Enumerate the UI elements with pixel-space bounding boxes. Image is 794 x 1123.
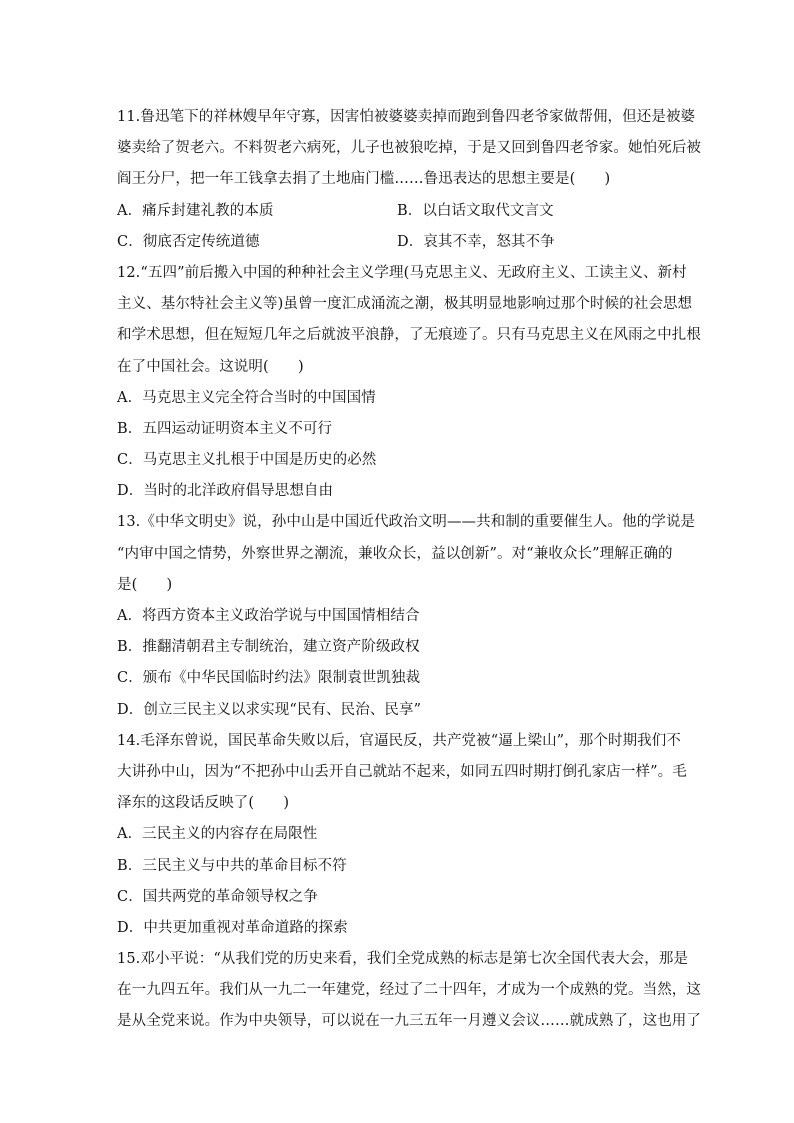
question-12-stem-line-2: 主义、基尔特社会主义等)虽曾一度汇成涌流之潮，极其明显地影响过那个时候的社会思想 xyxy=(117,296,693,313)
question-14-stem-line-1: 14.毛泽东曾说，国民革命失败以后，官逼民反，共产党被“逼上梁山”，那个时期我们不 xyxy=(117,732,681,749)
question-11-option-d: D．哀其不幸，怒其不争 xyxy=(397,233,555,250)
question-13-stem-line-3: 是( ) xyxy=(117,576,173,593)
question-12-option-a: A．马克思主义完全符合当时的中国国情 xyxy=(117,389,376,406)
question-13-stem-line-1: 13.《中华文明史》说，孙中山是中国近代政治文明——共和制的重要催生人。他的学说是 xyxy=(117,514,696,531)
question-14-stem-line-3: 泽东的这段话反映了( ) xyxy=(117,795,290,812)
question-13-stem-line-2: “内审中国之情势，外察世界之潮流，兼收众长，益以创新”。对“兼收众长”理解正确的 xyxy=(117,545,673,562)
question-11-stem-line-1: 11.鲁迅笔下的祥林嫂早年守寡，因害怕被婆婆卖掉而跑到鲁四老爷家做帮佣，但还是被婆 xyxy=(117,109,696,125)
question-13-option-a: A．将西方资本主义政治学说与中国国情相结合 xyxy=(117,608,420,624)
question-14-option-a: A．三民主义的内容存在局限性 xyxy=(117,826,318,843)
question-14-option-b: B．三民主义与中共的革命目标不符 xyxy=(117,857,347,874)
question-12-stem-line-1: 12.“五四”前后搬入中国的种种社会主义学理(马克思主义、无政府主义、工读主义、新村 xyxy=(117,264,687,281)
question-11-stem-line-3: 阎王分尸，把一年工钱拿去捐了土地庙门槛……鲁迅表达的思想主要是( ) xyxy=(117,171,611,188)
question-15-stem-line-3: 是从全党来说。作为中央领导，可以说在一九三五年一月遵义会议……就成熟了，这也用了 xyxy=(117,1013,701,1030)
question-11-options-row-2 xyxy=(117,227,677,258)
question-11-option-b: B．以白话文取代文言文 xyxy=(397,202,554,219)
question-11 xyxy=(117,102,701,258)
question-12-option-b: B．五四运动证明资本主义不可行 xyxy=(117,420,333,437)
question-14-stem-line-2: 大讲孙中山，因为“不把孙中山丢开自己就站不起来，如同五四时期打倒孔家店一样”。毛 xyxy=(117,763,687,780)
question-list xyxy=(117,102,701,1038)
question-12-option-c: C．马克思主义扎根于中国是历史的必然 xyxy=(117,452,377,469)
question-15-stem-line-2: 在一九四五年。我们从一九二一年建党，经过了二十四年，才成为一个成熟的党。当然，这 xyxy=(117,982,701,999)
question-14-option-c: C．国共两党的革命领导权之争 xyxy=(117,888,318,905)
question-13-option-b: B．推翻清朝君主专制统治，建立资产阶级政权 xyxy=(117,639,420,656)
question-13-option-c: C．颁布《中华民国临时约法》限制袁世凯独裁 xyxy=(117,670,421,687)
question-13 xyxy=(117,507,696,725)
question-15-stem-line-1: 15.邓小平说：“从我们党的历史来看，我们全党成熟的标志是第七次全国代表大会，那是 xyxy=(117,951,689,968)
question-15 xyxy=(117,944,701,1038)
question-14-option-d: D．中共更加重视对革命道路的探索 xyxy=(117,919,348,936)
question-14 xyxy=(117,726,687,944)
question-11-stem-line-2: 婆卖给了贺老六。不料贺老六病死，儿子也被狼吃掉，于是又回到鲁四老爷家。她怕死后被 xyxy=(117,140,701,157)
question-12-option-d: D．当时的北洋政府倡导思想自由 xyxy=(117,483,334,500)
question-11-options-row-1 xyxy=(117,196,677,227)
question-13-option-d: D．创立三民主义以求实现“民有、民治、民享” xyxy=(117,701,422,718)
question-12-stem-line-4: 在了中国社会。这说明( ) xyxy=(117,358,304,375)
question-12-stem-line-3: 和学术思想，但在短短几年之后就波平浪静，了无痕迹了。只有马克思主义在风雨之中扎根 xyxy=(117,327,701,344)
question-11-option-c: C．彻底否定传统道德 xyxy=(117,233,260,250)
question-11-option-a: A．痛斥封建礼教的本质 xyxy=(117,202,274,219)
question-12 xyxy=(117,258,701,508)
